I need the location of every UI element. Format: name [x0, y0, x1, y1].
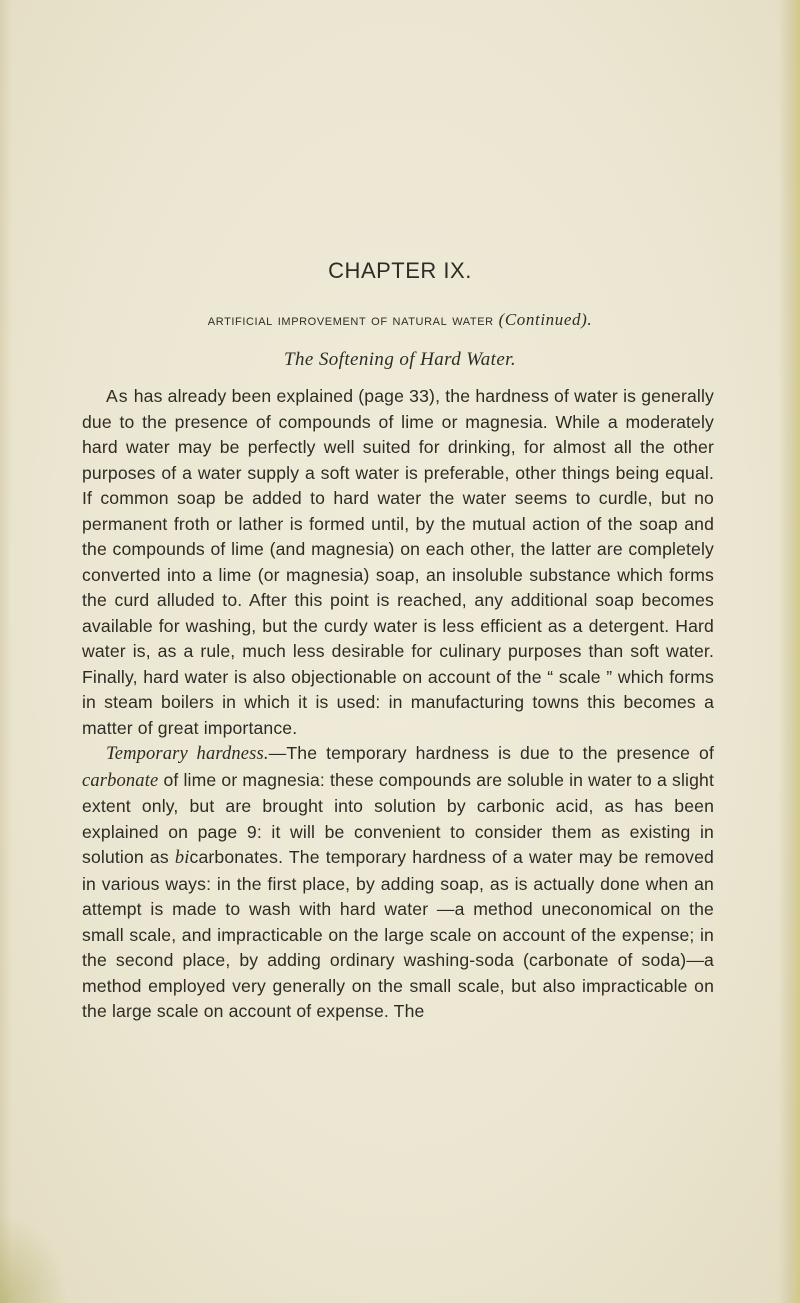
paragraph-2-part-1: —The temporary hardness is due to the presence of — [268, 743, 715, 763]
page-corner-stain — [0, 1213, 70, 1303]
section-continued: (Continued). — [498, 310, 593, 329]
section-heading — [0, 310, 800, 330]
subheading: The Softening of Hard Water. — [284, 349, 516, 370]
body-text — [82, 384, 714, 1025]
section-heading-text: artificial improvement of natural water — [207, 312, 494, 329]
page-right-edge-shading — [778, 0, 800, 1303]
paragraph-2-part-3: carbonates. The temporary hardness of a water may be removed in various ways: in the first place, by adding soap, as is actually done when an attempt is made to wash with hard water —a method uneconomical on the small scale, and impracticable on the large scale on account of the expense; in the second place, by adding ordinary washing-soda (carbonate of soda)—a method employed very generally on the small scale, but also impracticable on the large scale on account of expense. The — [82, 847, 714, 1021]
paragraph-1-lead: As — [106, 386, 129, 406]
page-left-edge-shading — [0, 0, 12, 1303]
paragraph-2 — [82, 741, 714, 1025]
paragraph-2-part-2: of lime or magnesia: these compounds are soluble in water to a slight extent only, but are brought into solution by carbonic acid, as has been explained on page 9: it will be convenient to consider them as existing in solution as — [82, 769, 714, 867]
paragraph-1 — [82, 384, 714, 741]
chapter-title: CHAPTER IX. — [328, 258, 472, 283]
paragraph-2-italic-bi: bi — [174, 848, 190, 868]
paragraph-1-text: has already been explained (page 33), the hardness of water is generally due to the presence of compounds of lime or magnesia. While a moderately hard water may be perfectly well suited for drinking, for almost all the other purposes of a water supply a soft water is preferable, other things being equal. If common soap be added to hard water the water seems to curdle, but no permanent froth or lather is formed until, by the mutual action of the soap and the compounds of lime (and magnesia) on each other, the latter are completely converted into a lime (or magnesia) soap, an insoluble substance which forms the curd alluded to. After this point is reached, any additional soap becomes available for washing, but the curdy water is less efficient as a detergent. Hard water is, as a rule, much less desirable for culinary purposes than soft water. Finally, hard water is also objectionable on account of the “ scale ” which forms in steam boilers in which it is used: in manufacturing towns this becomes a matter of great importance. — [82, 386, 714, 738]
paragraph-2-italic-carbonate: carbonate — [82, 770, 159, 791]
paragraph-2-italic-lead: Temporary hardness. — [106, 744, 269, 764]
